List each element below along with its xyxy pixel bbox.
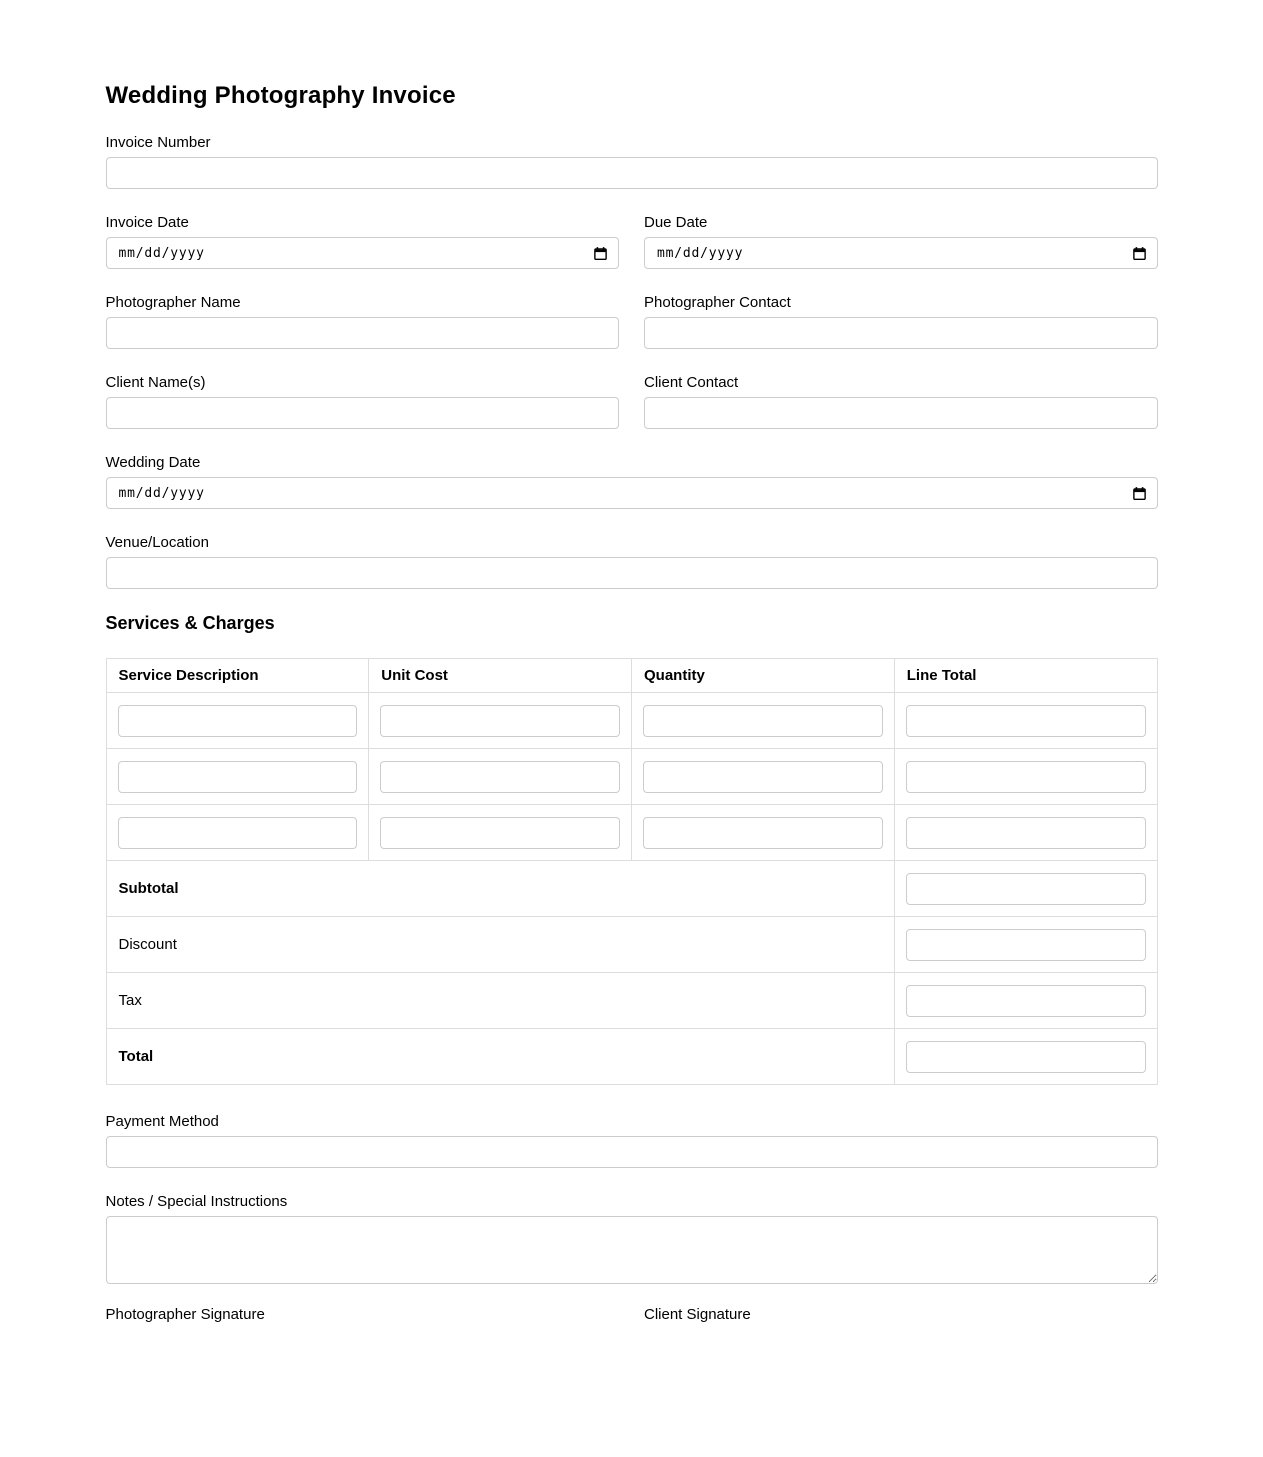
service-cell-line-total xyxy=(894,805,1157,861)
tax-input[interactable] xyxy=(906,985,1146,1017)
service-cell-quantity xyxy=(632,749,895,805)
client-names-label: Client Name(s) xyxy=(105,374,206,391)
payment-method-field xyxy=(106,1112,1158,1168)
service-row-1-service-description-input[interactable] xyxy=(118,705,358,737)
calendar-icon[interactable] xyxy=(593,246,608,261)
column-header-line-total: Line Total xyxy=(894,659,1157,693)
service-row-1-quantity-input[interactable] xyxy=(643,705,883,737)
invoice-number-label: Invoice Number xyxy=(105,134,211,151)
total-label: Total xyxy=(106,1029,894,1085)
service-cell-line-total xyxy=(894,749,1157,805)
service-row-2-unit-cost-input[interactable] xyxy=(380,761,620,793)
invoice-date-placeholder: mm/dd/yyyy xyxy=(118,245,205,261)
photographer-contact-field xyxy=(644,293,1158,349)
subtotal-cell xyxy=(894,861,1157,917)
service-cell-line-total xyxy=(894,693,1157,749)
service-row-1-unit-cost-input[interactable] xyxy=(380,705,620,737)
wedding-date-input[interactable] xyxy=(106,477,1158,509)
photographer-contact-input[interactable] xyxy=(644,317,1158,349)
service-cell-unit-cost xyxy=(369,749,632,805)
service-row-3-service-description-input[interactable] xyxy=(118,817,358,849)
photographer-name-input[interactable] xyxy=(106,317,620,349)
due-date-label: Due Date xyxy=(644,214,708,231)
notes-label: Notes / Special Instructions xyxy=(105,1193,288,1210)
dates-row xyxy=(106,213,1158,293)
service-cell-unit-cost xyxy=(369,693,632,749)
service-row-2 xyxy=(106,749,1157,805)
column-header-quantity: Quantity xyxy=(632,659,895,693)
due-date-field xyxy=(644,213,1158,269)
service-cell-service-description xyxy=(106,805,369,861)
service-row-3 xyxy=(106,805,1157,861)
client-contact-input[interactable] xyxy=(644,397,1158,429)
notes-textarea[interactable] xyxy=(106,1216,1158,1284)
discount-label: Discount xyxy=(106,917,894,973)
service-cell-quantity xyxy=(632,805,895,861)
service-row-2-service-description-input[interactable] xyxy=(118,761,358,793)
subtotal-input[interactable] xyxy=(906,873,1146,905)
invoice-form xyxy=(105,0,1158,1323)
column-header-unit-cost: Unit Cost xyxy=(369,659,632,693)
services-table-body xyxy=(106,693,1157,1085)
tax-label: Tax xyxy=(106,973,894,1029)
payment-method-input[interactable] xyxy=(106,1136,1158,1168)
due-date-placeholder: mm/dd/yyyy xyxy=(657,245,744,261)
services-heading: Services & Charges xyxy=(105,613,275,633)
services-header-row xyxy=(106,659,1157,693)
client-contact-field xyxy=(644,373,1158,429)
discount-cell xyxy=(894,917,1157,973)
services-table-head xyxy=(106,659,1157,693)
service-row-1 xyxy=(106,693,1157,749)
signature-row xyxy=(105,1305,1158,1323)
subtotal-label: Subtotal xyxy=(106,861,894,917)
service-cell-unit-cost xyxy=(369,805,632,861)
photographer-signature-label: Photographer Signature xyxy=(105,1306,265,1323)
invoice-number-input[interactable] xyxy=(106,157,1158,189)
client-names-input[interactable] xyxy=(106,397,620,429)
invoice-date-field xyxy=(106,213,620,269)
venue-location-label: Venue/Location xyxy=(105,534,209,551)
service-row-1-line-total-input[interactable] xyxy=(906,705,1146,737)
service-cell-service-description xyxy=(106,693,369,749)
page-title: Wedding Photography Invoice xyxy=(105,82,456,109)
venue-location-input[interactable] xyxy=(106,557,1158,589)
client-signature-field xyxy=(644,1305,1158,1323)
subtotal-row xyxy=(106,861,1157,917)
photographer-name-field xyxy=(106,293,620,349)
service-row-3-line-total-input[interactable] xyxy=(906,817,1146,849)
calendar-icon[interactable] xyxy=(1132,486,1147,501)
service-row-2-line-total-input[interactable] xyxy=(906,761,1146,793)
services-table xyxy=(106,658,1158,1085)
venue-location-field xyxy=(106,533,1158,589)
service-row-3-unit-cost-input[interactable] xyxy=(380,817,620,849)
discount-input[interactable] xyxy=(906,929,1146,961)
calendar-icon[interactable] xyxy=(1132,246,1147,261)
invoice-date-label: Invoice Date xyxy=(105,214,189,231)
service-row-3-quantity-input[interactable] xyxy=(643,817,883,849)
photographer-signature-field xyxy=(105,1305,620,1323)
service-cell-service-description xyxy=(106,749,369,805)
payment-method-label: Payment Method xyxy=(105,1113,219,1130)
client-row xyxy=(106,373,1158,453)
column-header-service-description: Service Description xyxy=(106,659,369,693)
total-row xyxy=(106,1029,1157,1085)
wedding-date-field xyxy=(106,453,1158,509)
service-cell-quantity xyxy=(632,693,895,749)
photographer-name-label: Photographer Name xyxy=(105,294,241,311)
client-names-field xyxy=(106,373,620,429)
service-row-2-quantity-input[interactable] xyxy=(643,761,883,793)
total-input[interactable] xyxy=(906,1041,1146,1073)
tax-row xyxy=(106,973,1157,1029)
photographer-contact-label: Photographer Contact xyxy=(644,294,791,311)
client-signature-label: Client Signature xyxy=(644,1306,751,1323)
invoice-number-field xyxy=(106,133,1158,189)
wedding-date-label: Wedding Date xyxy=(105,454,201,471)
due-date-input[interactable] xyxy=(644,237,1158,269)
tax-cell xyxy=(894,973,1157,1029)
total-cell xyxy=(894,1029,1157,1085)
photographer-row xyxy=(106,293,1158,373)
notes-field xyxy=(106,1192,1158,1284)
invoice-date-input[interactable] xyxy=(106,237,620,269)
discount-row xyxy=(106,917,1157,973)
client-contact-label: Client Contact xyxy=(644,374,739,391)
wedding-date-placeholder: mm/dd/yyyy xyxy=(118,485,205,501)
